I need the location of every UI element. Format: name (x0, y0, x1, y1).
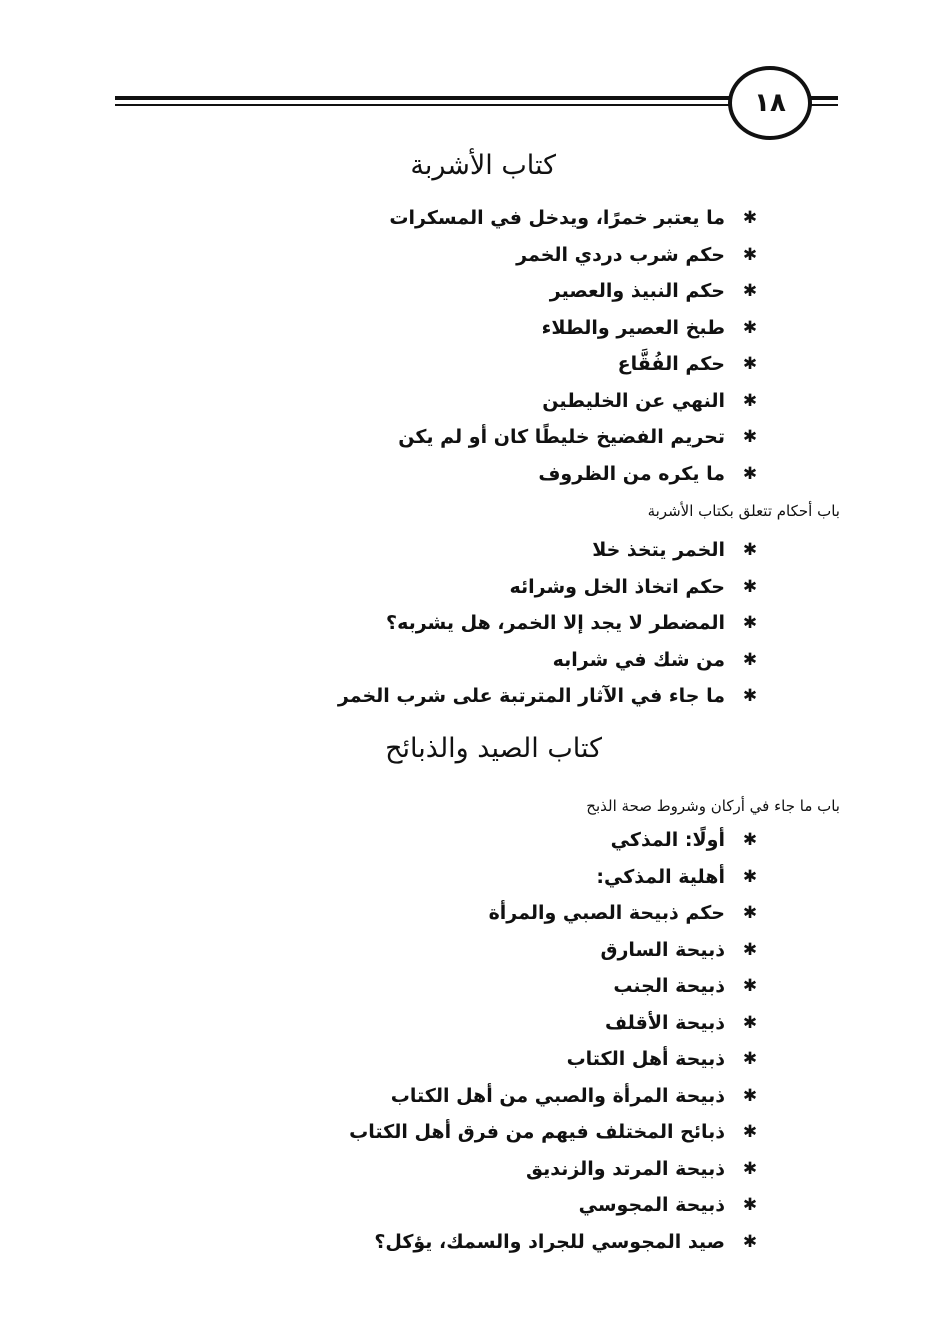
bullet-star-icon: ✱ (742, 1231, 758, 1252)
book-title-drinks: كتاب الأشربة (410, 150, 556, 181)
list-item: ✱ الخمر يتخذ خلا (338, 532, 763, 569)
list-item: ✱ صيد المجوسي للجراد والسمك، يؤكل؟ (349, 1224, 763, 1261)
list-item: ✱ أهلية المذكي: (349, 859, 763, 896)
bullet-star-icon: ✱ (742, 463, 758, 484)
list-item: ✱ حكم اتخاذ الخل وشرائه (338, 569, 763, 606)
list-item: ✱ ذبيحة الجنب (349, 968, 763, 1005)
bullet-star-icon: ✱ (742, 613, 758, 634)
chapter-heading-drinks-rulings: باب أحكام تتعلق بكتاب الأشربة (647, 502, 840, 520)
list-item: ✱ طبخ العصير والطلاء (389, 310, 763, 347)
list-item: ✱ ذبيحة المرتد والزنديق (349, 1151, 763, 1188)
bullet-star-icon: ✱ (742, 1158, 758, 1179)
bullet-star-icon: ✱ (742, 903, 758, 924)
bullet-star-icon: ✱ (742, 649, 758, 670)
bullet-star-icon: ✱ (742, 354, 758, 375)
list-item: ✱ ذبيحة المجوسي (349, 1187, 763, 1224)
slaughter-list (349, 822, 763, 1260)
bullet-star-icon: ✱ (742, 1085, 758, 1106)
bullet-star-icon: ✱ (742, 317, 758, 338)
list-item: ✱ أولًا: المذكي (349, 822, 763, 859)
list-item: ✱ ما جاء في الآثار المترتبة على شرب الخمر (338, 678, 763, 715)
bullet-star-icon: ✱ (742, 281, 758, 302)
drinks-list (389, 200, 763, 492)
bullet-star-icon: ✱ (742, 686, 758, 707)
list-item: ✱ من شك في شرابه (338, 642, 763, 679)
book-title-hunting: كتاب الصيد والذبائح (385, 733, 602, 764)
list-item: ✱ ذبائح المختلف فيهم من فرق أهل الكتاب (349, 1114, 763, 1151)
bullet-star-icon: ✱ (742, 1049, 758, 1070)
bullet-star-icon: ✱ (742, 1012, 758, 1033)
list-item: ✱ النهي عن الخليطين (389, 383, 763, 420)
bullet-star-icon: ✱ (742, 830, 758, 851)
list-item: ✱ حكم ذبيحة الصبي والمرأة (349, 895, 763, 932)
bullet-star-icon: ✱ (742, 208, 758, 229)
list-item: ✱ ما يعتبر خمرًا، ويدخل في المسكرات (389, 200, 763, 237)
list-item: ✱ ذبيحة المرأة والصبي من أهل الكتاب (349, 1078, 763, 1115)
bullet-star-icon: ✱ (742, 390, 758, 411)
list-item: ✱ حكم شرب دردي الخمر (389, 237, 763, 274)
chapter-heading-slaughter: باب ما جاء في أركان وشروط صحة الذبح (586, 797, 840, 815)
list-item: ✱ حكم النبيذ والعصير (389, 273, 763, 310)
list-item: ✱ تحريم الفضيخ خليطًا كان أو لم يكن (389, 419, 763, 456)
bullet-star-icon: ✱ (742, 1195, 758, 1216)
list-item: ✱ ذبيحة السارق (349, 932, 763, 969)
bullet-star-icon: ✱ (742, 866, 758, 887)
bullet-star-icon: ✱ (742, 939, 758, 960)
page-number: ١٨ (754, 88, 786, 118)
drinks-rulings-list (338, 532, 763, 715)
list-item: ✱ ذبيحة الأقلف (349, 1005, 763, 1042)
bullet-star-icon: ✱ (742, 1122, 758, 1143)
bullet-star-icon: ✱ (742, 427, 758, 448)
bullet-star-icon: ✱ (742, 976, 758, 997)
list-item: ✱ حكم الفُقَّاع (389, 346, 763, 383)
bullet-star-icon: ✱ (742, 576, 758, 597)
list-item: ✱ المضطر لا يجد إلا الخمر، هل يشربه؟ (338, 605, 763, 642)
bullet-star-icon: ✱ (742, 540, 758, 561)
bullet-star-icon: ✱ (742, 244, 758, 265)
list-item: ✱ ذبيحة أهل الكتاب (349, 1041, 763, 1078)
list-item: ✱ ما يكره من الظروف (389, 456, 763, 493)
